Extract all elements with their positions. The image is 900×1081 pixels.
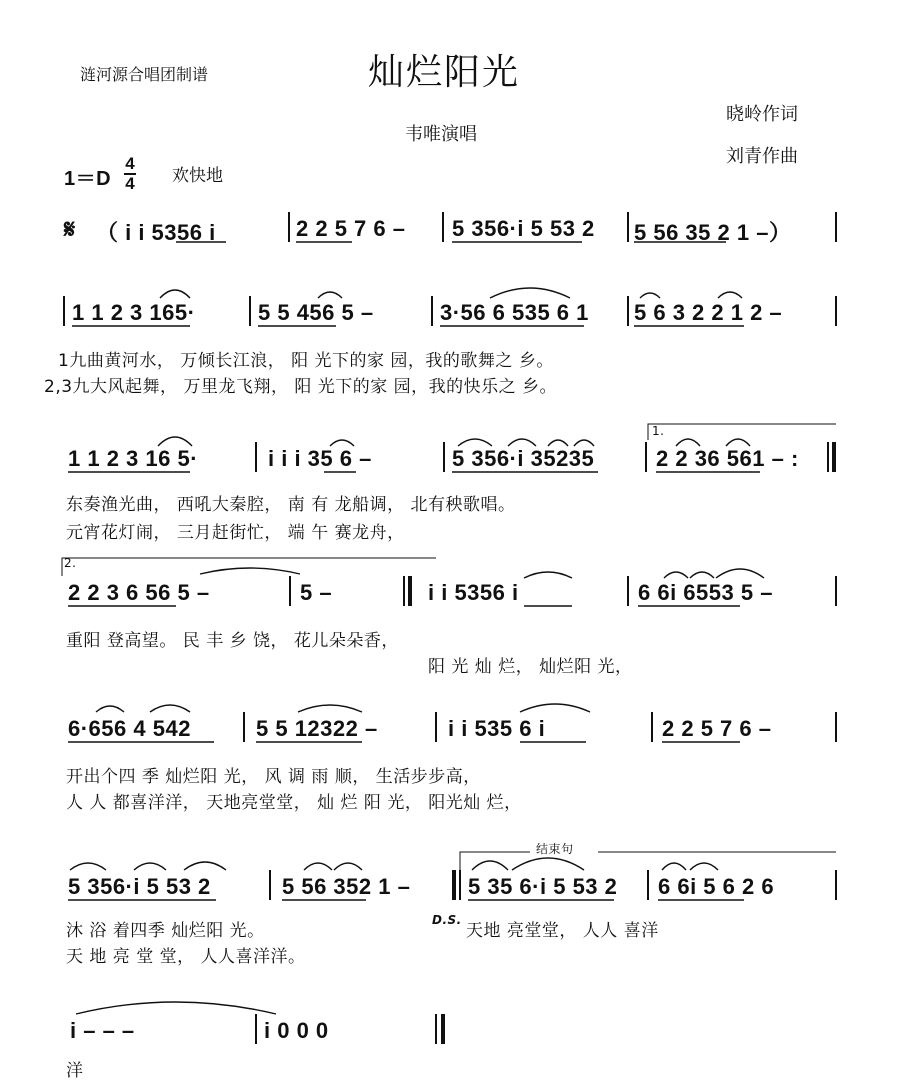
time-signature: [124, 156, 136, 192]
lyric-line: 开出个四 季 灿烂阳 光， 风 调 雨 顺， 生活步步高，: [66, 767, 481, 787]
measure: 5 56 35 2 1 –）: [634, 220, 792, 245]
lyricist-credit: 晓岭作词: [726, 104, 798, 125]
measure: 1 1 2 3 165·: [72, 300, 196, 325]
lyric-line: 人 人 都喜洋洋， 天地亮堂堂， 灿 烂 阳 光， 阳光灿 烂，: [66, 793, 522, 813]
measure: 5 56 352 1 –: [282, 874, 411, 899]
key-signature: 1＝D: [64, 168, 112, 190]
measure: 6 6i 6553 5 –: [638, 580, 773, 605]
lyric-line: 元宵花灯闹， 三月赶街忙， 端 午 赛龙舟，: [66, 523, 405, 543]
volta-label: 1.: [652, 424, 665, 438]
measure: i – – –: [70, 1018, 135, 1043]
measure: 1 1 2 3 16 5·: [68, 446, 199, 471]
measure: 5 356·i 5 53 2: [452, 216, 595, 241]
measure: （ i i 5356 i: [96, 220, 216, 245]
tempo-marking: 欢快地: [172, 166, 223, 186]
lyric-line: 重阳 登高望。 民 丰 乡 饶， 花儿朵朵香，: [66, 631, 399, 651]
composer-credit: 刘青作曲: [726, 146, 798, 167]
measure: 2 2 5 7 6 –: [662, 716, 772, 741]
measure: 5 35 6·i 5 53 2: [468, 874, 618, 899]
ds-marking: D.S.: [432, 913, 462, 927]
measure: 3·56 6 535 6 1: [440, 300, 589, 325]
lyric-line: 东奏渔光曲， 西吼大秦腔， 南 有 龙船调， 北有秧歌唱。: [66, 495, 516, 515]
measure: i 0 0 0: [264, 1018, 329, 1043]
singer-credit: 韦唯演唱: [405, 124, 477, 145]
lyric-line: 阳 光 灿 烂， 灿烂阳 光，: [428, 657, 633, 677]
measure: 2 2 36 561 – :: [656, 446, 799, 471]
ending-label: 结束句: [536, 842, 574, 856]
measure: i i 5356 i: [428, 580, 519, 605]
lyric-line: 2,3九大风起舞， 万里龙飞翔， 阳 光下的家 园，我的快乐之 乡。: [44, 377, 558, 397]
segno-icon: 𝄋: [64, 214, 76, 244]
lyric-line: 天 地 亮 堂 堂， 人人喜洋洋。: [66, 947, 306, 967]
measure: i i 535 6 i: [448, 716, 546, 741]
measure: 5 –: [300, 580, 333, 605]
measure: 6 6i 5 6 2 6: [658, 874, 775, 899]
measure: 2 2 3 6 56 5 –: [68, 580, 210, 605]
time-numerator: 4: [125, 154, 135, 173]
measure: 2 2 5 7 6 –: [296, 216, 406, 241]
lyric-line: 洋: [66, 1061, 84, 1081]
time-denominator: 4: [125, 174, 135, 193]
lyric-line: 天地 亮堂堂， 人人 喜洋: [466, 921, 659, 941]
measure: 5 356·i 5 53 2: [68, 874, 211, 899]
publisher-credit: 涟河源合唱团制谱: [80, 65, 209, 84]
song-title: 灿烂阳光: [368, 52, 521, 93]
measure: 6·656 4 542: [68, 716, 191, 741]
lyric-line: 沐 浴 着四季 灿烂阳 光。: [66, 921, 265, 941]
measure: 5 5 12322 –: [256, 716, 378, 741]
measure: 5 6 3 2 2 1 2 –: [634, 300, 783, 325]
lyric-line: 1九曲黄河水， 万倾长江浪， 阳 光下的家 园，我的歌舞之 乡。: [58, 351, 554, 371]
measure: 5 5 456 5 –: [258, 300, 374, 325]
measure: i i i 35 6 –: [268, 446, 372, 471]
measure: 5 356·i 35235: [452, 446, 595, 471]
volta-label: 2.: [64, 556, 77, 570]
